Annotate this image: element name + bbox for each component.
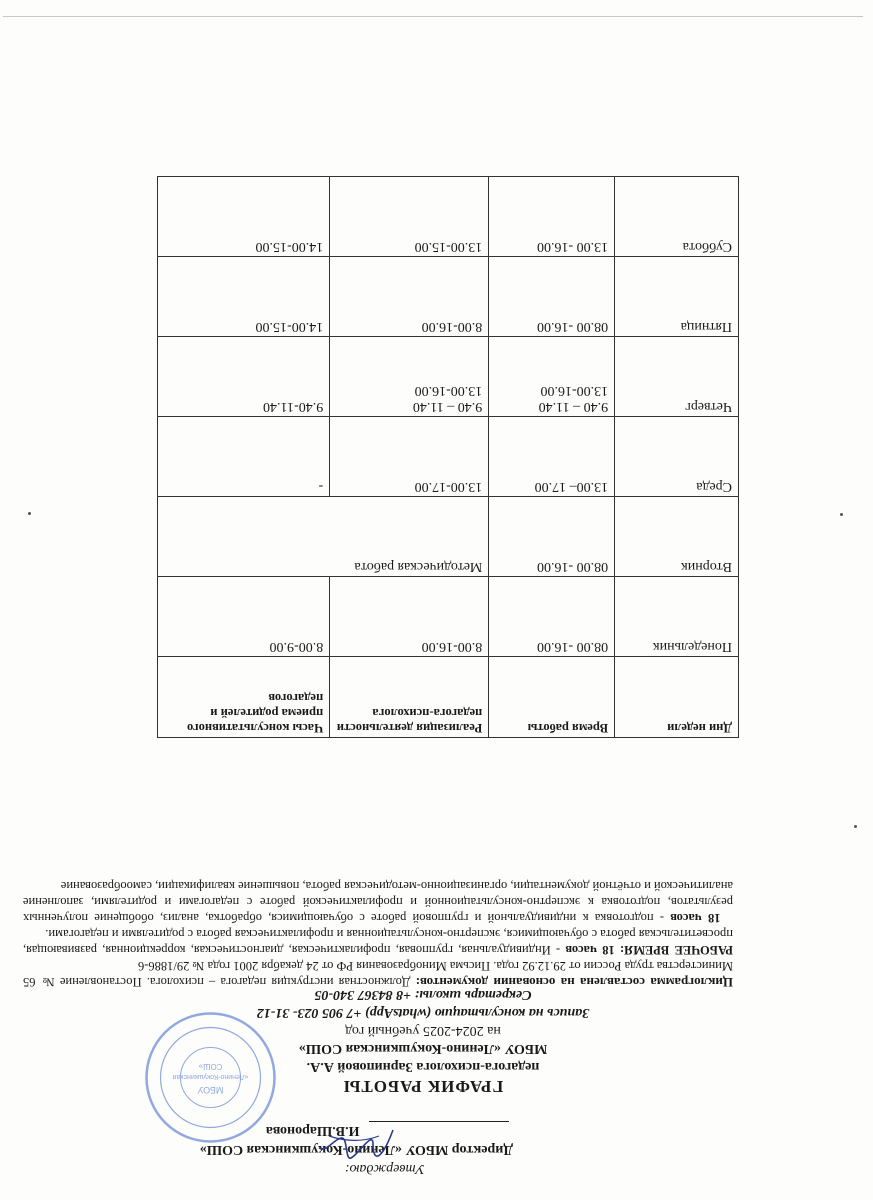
title-block (123, 985, 723, 1095)
table-row (158, 577, 739, 657)
cell-day: Вторник (615, 497, 739, 577)
cyclogram-paragraph (23, 958, 733, 990)
header-work-time: Время работы (489, 657, 615, 738)
approval-label: Утверждаю: (344, 1161, 425, 1176)
approval-block (63, 1121, 513, 1178)
seal-line-2: «Ленино-Кокушкинская (172, 1073, 249, 1080)
title-person: педагога-психолога Зарниповой А.А. (306, 1059, 540, 1074)
cell-consult: - (158, 417, 330, 497)
table-row (158, 337, 739, 417)
cell-time: 08.00 -16.00 (489, 577, 615, 657)
title-year: на 2024-2025 учебный год (345, 1023, 501, 1038)
cell-time: 9.40 – 11.40 13.00-16.00 (489, 337, 615, 417)
seal-line-3: СОШ» (198, 1062, 223, 1071)
table-header-row (158, 657, 739, 738)
scan-speck (28, 512, 31, 515)
title-secretary-phone: Секретарь школы: +8 84367 340-05 (314, 987, 532, 1002)
prep-text: - подготовка к индивидуальной и групповой работе с обучающимися, обработка, анализ, обобщение полученных результатов, подготовка к экспертно-консультационной и профилактической работе с педагогами и родителями, заполнение аналитической и отчётной документации, организационно-методическая работа, повышение квалификации, самообразование (23, 879, 733, 925)
workload-paragraph (23, 926, 733, 958)
header-consult-hours: Часы консультативного приема родителей и педагогов (158, 657, 330, 738)
approval-signature-row (63, 1121, 513, 1140)
approval-signer: И.В.Шаронова (265, 1123, 360, 1138)
cell-consult: 14.00-15.00 (158, 177, 330, 257)
approval-director: Директор МБОУ «Ленино-Кокушкинская СОШ» (199, 1142, 513, 1157)
seal-line-1: МБОУ (197, 1085, 224, 1095)
cell-day: Четверг (615, 337, 739, 417)
prep-paragraph (23, 878, 733, 926)
header-activity: Реализация деятельности педагога-психолога (330, 657, 489, 738)
cell-time: 08.00 -16.00 (489, 257, 615, 337)
header-days: Дни недели (615, 657, 739, 738)
table-row (158, 497, 739, 577)
body-text (23, 878, 733, 990)
cell-activity: 8.00-16.00 (330, 577, 489, 657)
cell-activity: 13.00-17.00 (330, 417, 489, 497)
cell-day: Среда (615, 417, 739, 497)
table-row (158, 177, 739, 257)
schedule-table (157, 176, 739, 738)
scan-speck (854, 825, 857, 828)
cell-consult: 8.00-9.00 (158, 577, 330, 657)
workload-label: РАБОЧЕЕ ВРЕМЯ: 18 часов (565, 943, 733, 957)
cell-time: 13.00– 17.00 (489, 417, 615, 497)
workload-text: - Индивидуальная, групповая, профилактическая, диагностическая, коррекционная, развивающая, просветительская работа с обучающимися, экспертно-консультационная и профилактическая работа с родителями и педагогами. (23, 927, 733, 957)
table-row (158, 257, 739, 337)
cyclogram-label: Циклограмма составлена на основании документов: (415, 975, 733, 990)
cell-day: Суббота (615, 177, 739, 257)
title-consult-phone: Запись на консультацию (whatsApp) +7 905 023- 31-12 (256, 1005, 590, 1020)
cell-activity: 8.00-16.00 (330, 257, 489, 337)
cell-activity: 9.40 – 11.40 13.00-16.00 (330, 337, 489, 417)
cell-day: Понедельник (615, 577, 739, 657)
cell-consult: 14.00-15.00 (158, 257, 330, 337)
table-row (158, 417, 739, 497)
page-title: ГРАФИК РАБОТЫ (342, 1077, 504, 1096)
cell-activity: 13.00-15.00 (330, 177, 489, 257)
signature-scribble (313, 1121, 403, 1166)
cell-consult: 9.40-11.40 (158, 337, 330, 417)
cell-time: 08.00 -16.00 (489, 497, 615, 577)
cell-merged-activity: Методическая работа (158, 497, 489, 577)
cell-time: 13.00 -16.00 (489, 177, 615, 257)
title-school: МБОУ «Ленино-Кокушкинская СОШ» (298, 1041, 548, 1056)
prep-label: 18 часов (670, 911, 721, 925)
scan-speck (840, 513, 843, 516)
cell-day: Пятница (615, 257, 739, 337)
scan-edge-line (3, 16, 863, 17)
cyclogram-text: Должностная инструкция педагога – психолога. Постановление № 65 Министерства труда России от 29.12.92 года. Письма Минобразования РФ от 24 декабря 2001 года № 29/1886-6 (23, 959, 733, 989)
